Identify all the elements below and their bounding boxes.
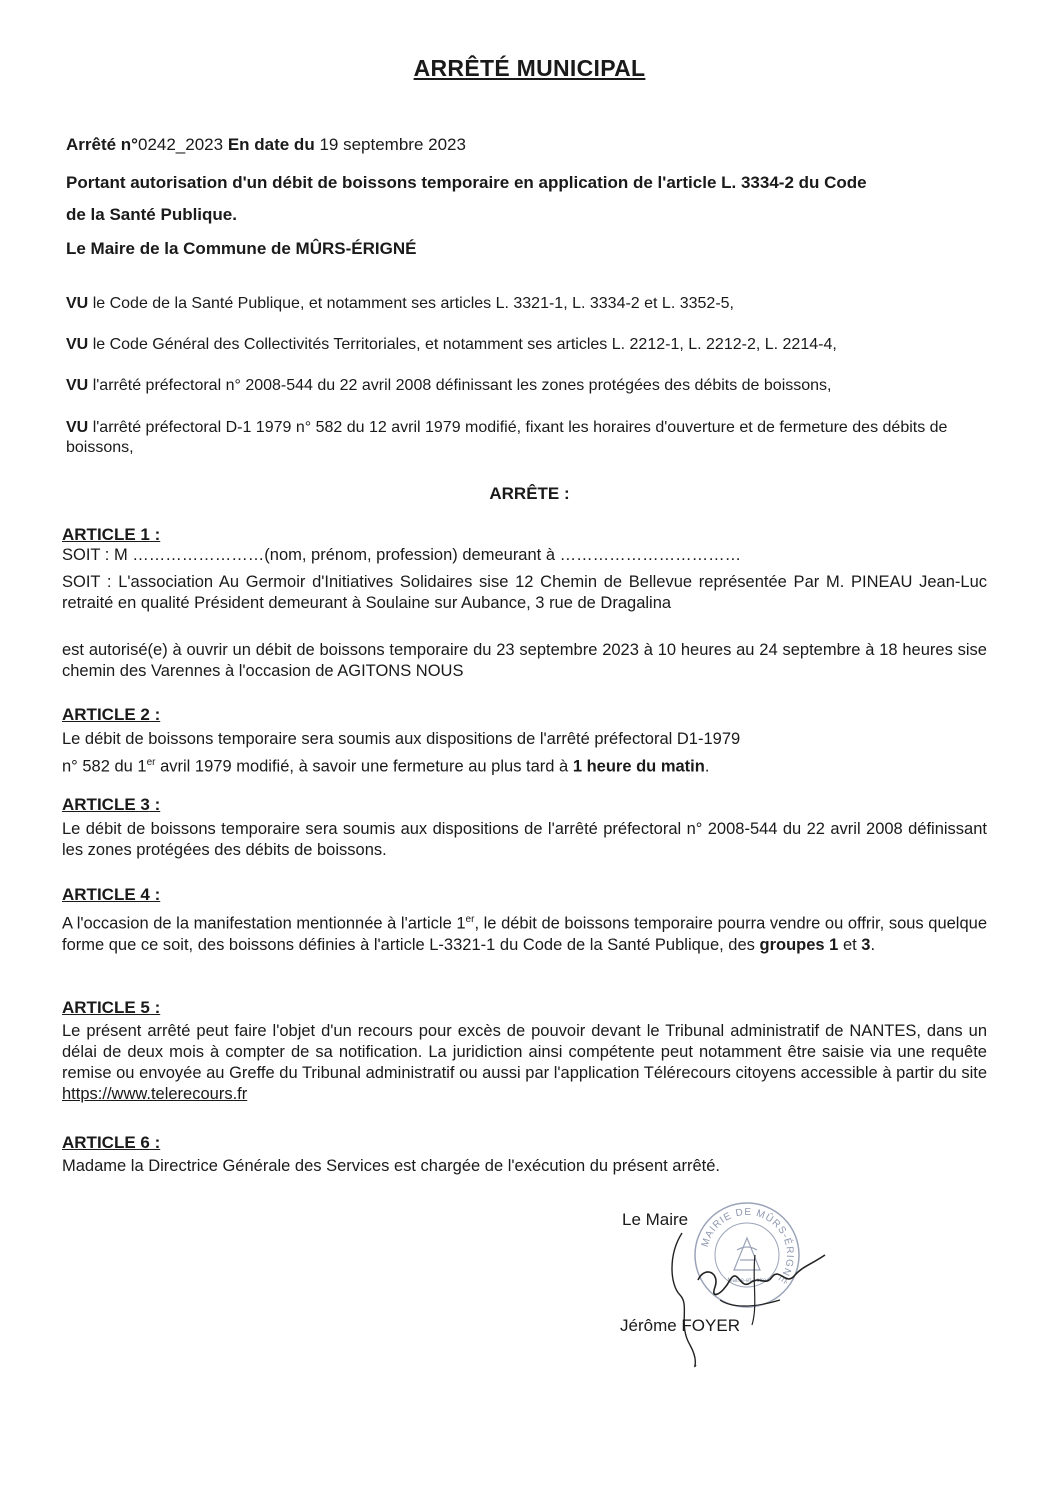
vu-label: VU [66,336,89,353]
article-3-heading [62,794,160,815]
article-heading-colon: : [149,705,161,724]
article-2-text-a: n° 582 du 1 [62,757,147,776]
arrete-object-line-1: Portant autorisation d'un débit de boissons temporaire en application de l'article L. 3334-2 du Code [66,173,867,192]
article-4-text-c: et [838,935,862,954]
vu-item [66,376,996,396]
article-4-text-a: A l'occasion de la manifestation mentionnée à l'article 1 [62,914,466,933]
date-label: En date du [227,135,315,154]
arrete-number-label: Arrêté n° [66,135,138,154]
vu-text: le Code Général des Collectivités Territoriales, et notamment ses articles L. 2212-1, L. 2212-2, L. 2214-4, [92,336,837,353]
vu-item [66,418,996,458]
article-heading-colon: : [149,885,161,904]
article-4-text-b: , le débit de boissons temporaire pourra vendre ou offrir, sous quelque forme que ce soit, des boissons définies à l'article L-3321-1 du Code de la Santé Publique, des [62,914,987,954]
article-5-body: Le présent arrêté peut faire l'objet d'un recours pour excès de pouvoir devant le Tribunal administratif de NANTES, dans un délai de deux mois à compter de sa notification. La juridiction ainsi compétente peut notamment être saisie via une requête remise ou envoyée au Greffe du Tribunal administratif ou aussi par l'application Télérecours citoyens accessible à partir du site [62,1022,987,1082]
handwritten-signature-icon [660,1225,830,1370]
article-5-heading [62,997,160,1018]
signatory-name: Jérôme FOYER [620,1316,740,1335]
article-2-heading [62,704,160,725]
article-4-bold-groups: groupes 1 [759,935,839,954]
telerecours-link[interactable]: https://www.telerecours.fr [62,1085,248,1103]
article-heading-colon: : [149,1133,161,1152]
article-3-text: Le débit de boissons temporaire sera soumis aux dispositions de l'arrêté préfectoral n° 2008-544 du 22 avril 2008 définissant les zones protégées des débits de boissons. [62,820,987,859]
article-heading-text: ARTICLE 2 [62,705,150,724]
article-6-text: Madame la Directrice Générale des Services est chargée de l'exécution du présent arrêté. [62,1157,720,1175]
article-6-heading [62,1132,160,1153]
vu-label: VU [66,419,89,436]
article-4-text-d: . [870,935,876,954]
arrete-reference [66,128,996,162]
article-1-soit-1: SOIT : M ……………………(nom, prénom, profession) demeurant à …………………………… [62,546,742,564]
article-2-end: . [704,757,710,776]
article-heading-colon: : [149,998,161,1017]
article-2-bold-time: 1 heure du matin [572,757,705,776]
vu-text: l'arrêté préfectoral n° 2008-544 du 22 avril 2008 définissant les zones protégées des débits de boissons, [92,377,832,394]
vu-text: l'arrêté préfectoral D-1 1979 n° 582 du 12 avril 1979 modifié, fixant les horaires d'ouverture et de fermeture des débits de boissons, [66,419,948,456]
article-4-bold-3: 3 [861,935,871,954]
article-heading-text: ARTICLE 4 [62,885,150,904]
article-heading-colon: : [149,525,161,544]
arrete-heading: ARRÊTE : [489,484,570,503]
article-2-superscript: er [146,757,156,768]
article-5-text [62,1021,987,1105]
vu-item [66,335,996,355]
article-4-superscript: er [465,914,475,925]
arrete-date: 19 septembre 2023 [319,135,466,154]
article-heading-text: ARTICLE 1 [62,525,150,544]
article-1-authorization: est autorisé(e) à ouvrir un débit de boissons temporaire du 23 septembre 2023 à 10 heures au 24 septembre à 18 heures sise chemin des Varennes à l'occasion de AGITONS NOUS [62,641,987,680]
article-2-line-1: Le débit de boissons temporaire sera soumis aux dispositions de l'arrêté préfectoral D1-1979 [62,730,741,748]
arrete-number: 0242_2023 [137,135,224,154]
vu-item [66,294,996,314]
article-2-line-2 [62,752,987,778]
arrete-object-line-2: de la Santé Publique. [66,205,237,224]
signatory-role: Le Maire [622,1210,689,1229]
article-heading-text: ARTICLE 3 [62,795,150,814]
stamp-text: MAIRIE DE MÛRS-ÉRIGNÉ [699,1206,796,1286]
stamp-sub: Maine-et-Loire [727,1278,767,1284]
mayor-line: Le Maire de la Commune de MÛRS-ÉRIGNÉ [66,239,417,258]
article-heading-text: ARTICLE 5 [62,998,150,1017]
article-4-heading [62,884,160,905]
vu-label: VU [66,377,89,394]
article-1-heading [62,524,160,545]
article-heading-text: ARTICLE 6 [62,1133,150,1152]
vu-text: le Code de la Santé Publique, et notamment ses articles L. 3321-1, L. 3334-2 et L. 3352-5, [92,295,734,312]
vu-label: VU [66,295,89,312]
article-4-text [62,909,987,956]
document-title: ARRÊTÉ MUNICIPAL [413,55,646,81]
article-heading-colon: : [149,795,161,814]
article-1-soit-2: SOIT : L'association Au Germoir d'Initiatives Solidaires sise 12 Chemin de Bellevue représentée Par M. PINEAU Jean-Luc retraité en qualité Président demeurant à Soulaine sur Aubance, 3 rue de Dragalina [62,573,987,612]
article-2-text-b: avril 1979 modifié, à savoir une fermeture au plus tard à [155,757,573,776]
